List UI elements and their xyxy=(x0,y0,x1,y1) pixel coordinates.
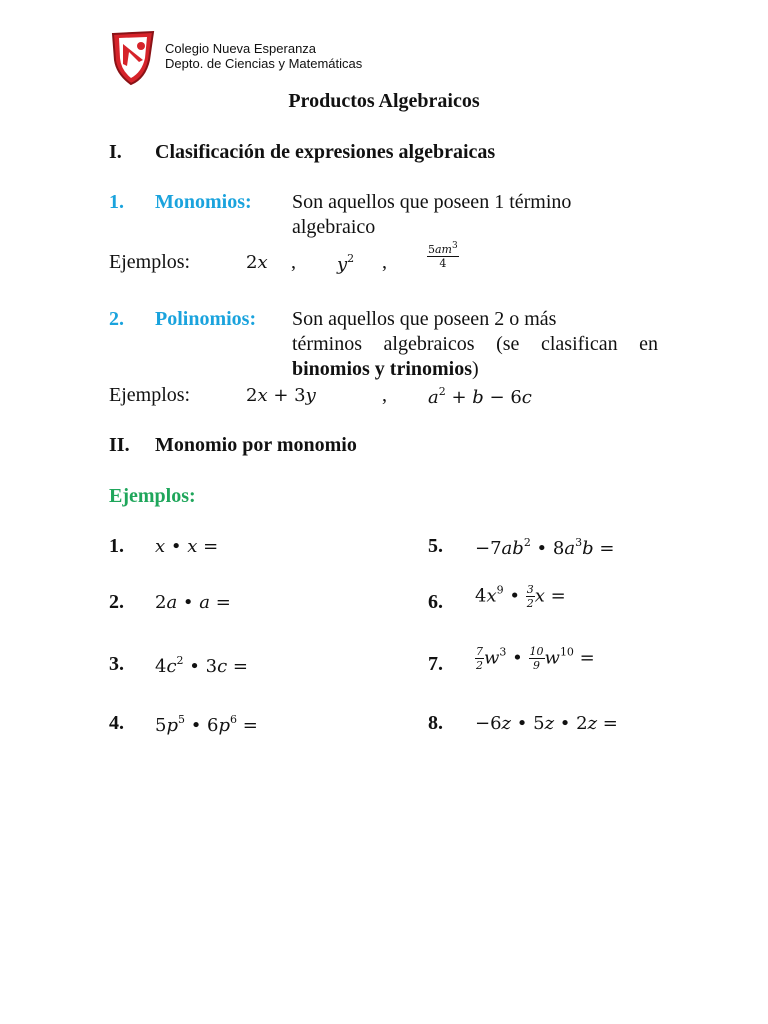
monomios-definition-line1: Son aquellos que poseen 1 término xyxy=(292,191,572,213)
exercise-2-expression: 2a • a = xyxy=(155,592,231,613)
polinomios-label: Polinomios: xyxy=(155,308,257,330)
polinomios-definition-line2: términos algebraicos (se clasifican en xyxy=(292,333,658,355)
section1-heading: Clasificación de expresiones algebraicas xyxy=(155,141,496,163)
school-header xyxy=(165,41,362,71)
polinomios-comma: , xyxy=(382,384,387,406)
section2-heading: Monomio por monomio xyxy=(155,434,357,456)
polinomios-closing-paren: ) xyxy=(472,358,479,380)
polinomio-example-2: $a^2 + b - 6c$ xyxy=(428,385,532,408)
polinomio-example-1: 2x + 3y xyxy=(246,385,316,406)
monomio-example-y2: $y^2$ xyxy=(337,252,355,275)
exercise-6-number: 6. xyxy=(428,591,443,613)
polinomios-definition-line1: Son aquellos que poseen 2 o más xyxy=(292,308,557,330)
monomios-definition-line2: algebraico xyxy=(292,216,376,238)
exercise-4-expression: $5p^5$ • $6p^6$ = xyxy=(155,713,258,736)
exercise-8-expression: −6z • 5z • 2z = xyxy=(475,713,618,734)
school-name: Colegio Nueva Esperanza xyxy=(165,41,317,56)
polinomios-number: 2. xyxy=(109,308,124,330)
exercise-6-expression: $4x^9$ • $\frac{3}{2}$ x = xyxy=(475,583,566,610)
school-logo xyxy=(109,30,157,86)
exercise-3-number: 3. xyxy=(109,653,124,675)
monomios-examples-label: Ejemplos: xyxy=(109,251,191,273)
exercise-4-number: 4. xyxy=(109,712,124,734)
monomio-example-fraction: $\frac{5am^3}{4}$ xyxy=(428,241,458,270)
exercise-1-expression: x • x = xyxy=(155,536,219,557)
page-title: Productos Algebraicos xyxy=(288,90,480,112)
monomios-number: 1. xyxy=(109,191,124,213)
exercise-7-expression: $\frac{7}{2}$ $w^3$ • $\frac{10}{9}$ $w^{10}$ = xyxy=(476,645,595,672)
polinomios-definition-line3 xyxy=(292,358,479,381)
exercise-3-expression: $4c^2$ • 3c = xyxy=(155,654,248,677)
monomios-comma-2: , xyxy=(382,251,387,273)
ejemplos-heading: Ejemplos: xyxy=(109,485,196,507)
exercise-5-expression: $-7ab^2$ • $8a^3b$ = xyxy=(475,536,615,559)
exercise-5-number: 5. xyxy=(428,535,443,557)
polinomios-bold-text: binomios y trinomios xyxy=(292,358,473,380)
exercise-7-number: 7. xyxy=(428,653,443,675)
monomios-comma-1: , xyxy=(291,251,296,273)
department-name: Depto. de Ciencias y Matemáticas xyxy=(165,56,363,71)
monomios-label: Monomios: xyxy=(155,191,252,213)
exercise-2-number: 2. xyxy=(109,591,124,613)
polinomios-examples-label: Ejemplos: xyxy=(109,384,191,406)
section1-number: I. xyxy=(109,141,122,163)
monomio-example-2x: 2x xyxy=(246,252,268,273)
exercise-8-number: 8. xyxy=(428,712,443,734)
exercise-1-number: 1. xyxy=(109,535,124,557)
section2-number: II. xyxy=(109,434,130,456)
